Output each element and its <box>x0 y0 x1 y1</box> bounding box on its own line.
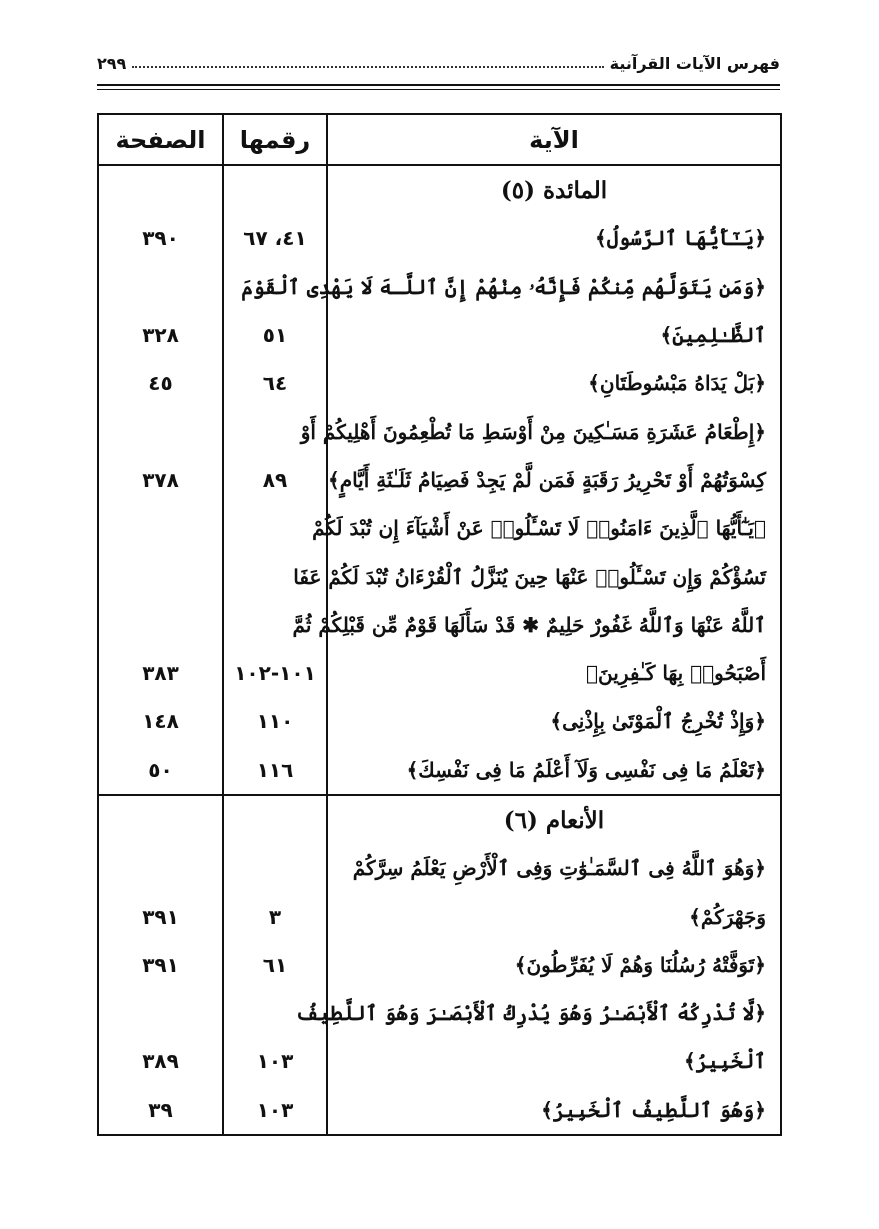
table-row <box>98 263 781 311</box>
table-row <box>98 844 781 892</box>
table-row <box>98 1037 781 1085</box>
verse-number-cell: ١١٠ <box>223 697 327 745</box>
page-number-cell <box>98 407 223 455</box>
table-row <box>98 697 781 745</box>
page-number-cell <box>98 989 223 1037</box>
table-row <box>98 941 781 989</box>
page-number-cell: ٣٩٠ <box>98 214 223 262</box>
page-number: ٢٩٩ <box>97 53 127 73</box>
column-header-number: رقمها <box>223 114 327 165</box>
verse-number-cell: ٤١، ٦٧ <box>223 214 327 262</box>
surah-heading: الأنعام (٦) <box>327 795 781 844</box>
surah-heading: المائدة (٥) <box>327 165 781 214</box>
verse-number-cell: ٥١ <box>223 311 327 359</box>
verse-number-cell <box>223 795 327 844</box>
table-row-surah-heading <box>98 795 781 844</box>
verse-number-cell: ٨٩ <box>223 456 327 504</box>
page-number-cell <box>98 601 223 649</box>
verse-text-cell: ٱللَّهُ عَنْهَا وَٱللَّهُ غَفُورٌ حَلِيمٌ ✱ قَدْ سَأَلَهَا قَوْمٌ مِّن قَبْلِكُمْ ثُمَّ <box>327 601 781 649</box>
table-row <box>98 456 781 504</box>
column-header-page: الصفحة <box>98 114 223 165</box>
table-row <box>98 746 781 795</box>
table-row <box>98 504 781 552</box>
header-dot-leader <box>132 66 603 68</box>
header-rule-bottom <box>97 89 780 90</box>
verse-text-cell: ٱلظَّـٰلِمِينَ﴾ <box>327 311 781 359</box>
table-row <box>98 311 781 359</box>
verse-number-cell: ٦٤ <box>223 359 327 407</box>
verse-number-cell: ٦١ <box>223 941 327 989</box>
verse-text-cell: ﴿لَّا تُدْرِكُهُ ٱلْأَبْصَـٰرُ وَهُوَ يُدْرِكُ ٱلْأَبْصَـٰرَ وَهُوَ ٱللَّطِيفُ <box>327 989 781 1037</box>
page-number-cell: ٣٧٨ <box>98 456 223 504</box>
verse-number-cell: ١٠٣ <box>223 1086 327 1135</box>
verse-text-cell: ﴿وَمَن يَتَوَلَّهُم مِّنكُمْ فَإِنَّهُۥ مِنْهُمْ إِنَّ ٱللَّـهَ لَا يَهْدِى ٱلْقَوْمَ <box>327 263 781 311</box>
verse-text-cell: كِسْوَتُهُمْ أَوْ تَحْرِيرُ رَقَبَةٍ فَمَن لَّمْ يَجِدْ فَصِيَامُ ثَلَـٰثَةِ أَيَّامٍ﴾ <box>327 456 781 504</box>
page-number-cell <box>98 844 223 892</box>
column-header-verse: الآية <box>327 114 781 165</box>
verse-index-table <box>97 113 782 1136</box>
verse-text-cell: ﴿يَـٰٓأَيُّهَا ٱلَّذِينَ ءَامَنُوا۟ لَا تَسْـَٔلُوا۟ عَنْ أَشْيَآءَ إِن تُبْدَ لَكُمْ <box>327 504 781 552</box>
table-row <box>98 552 781 600</box>
verse-number-cell <box>223 165 327 214</box>
table-row <box>98 989 781 1037</box>
verse-text-cell: تَسُؤْكُمْ وَإِن تَسْـَٔلُوا۟ عَنْهَا حِينَ يُنَزَّلُ ٱلْقُرْءَانُ تُبْدَ لَكُمْ عَفَا <box>327 552 781 600</box>
verse-number-cell: ٣ <box>223 892 327 940</box>
page-number-cell: ٣٩١ <box>98 941 223 989</box>
verse-number-cell: ١٠٣ <box>223 1037 327 1085</box>
verse-number-cell: ١٠١-١٠٢ <box>223 649 327 697</box>
table-row <box>98 649 781 697</box>
table-row-surah-heading <box>98 165 781 214</box>
table-header-row <box>98 114 781 165</box>
verse-text-cell: أَصْبَحُوا۟ بِهَا كَـٰفِرِينَ﴾ <box>327 649 781 697</box>
verse-text-cell: ٱلْخَبِيرُ﴾ <box>327 1037 781 1085</box>
page-number-cell <box>98 263 223 311</box>
verse-text-cell: ﴿تَعْلَمُ مَا فِى نَفْسِى وَلَآ أَعْلَمُ مَا فِى نَفْسِكَ﴾ <box>327 746 781 795</box>
page-number-cell: ١٤٨ <box>98 697 223 745</box>
page-number-cell <box>98 552 223 600</box>
verse-text-cell: ﴿وَهُوَ ٱللَّطِيفُ ٱلْخَبِيرُ﴾ <box>327 1086 781 1135</box>
table-row <box>98 407 781 455</box>
verse-text-cell: ﴿وَهُوَ ٱللَّهُ فِى ٱلسَّمَـٰوَٰتِ وَفِى ٱلْأَرْضِ يَعْلَمُ سِرَّكُمْ <box>327 844 781 892</box>
table-row <box>98 359 781 407</box>
page-number-cell: ٣٢٨ <box>98 311 223 359</box>
verse-number-cell: ١١٦ <box>223 746 327 795</box>
page-number-cell <box>98 504 223 552</box>
running-header <box>97 48 780 78</box>
verse-text-cell: ﴿وَإِذْ تُخْرِجُ ٱلْمَوْتَىٰ بِإِذْنِى﴾ <box>327 697 781 745</box>
verse-text-cell: ﴿إِطْعَامُ عَشَرَةِ مَسَـٰكِينَ مِنْ أَوْسَطِ مَا تُطْعِمُونَ أَهْلِيكُمْ أَوْ <box>327 407 781 455</box>
page-number-cell: ٣٨٩ <box>98 1037 223 1085</box>
page-number-cell <box>98 795 223 844</box>
header-rule-top <box>97 84 780 86</box>
verse-text-cell: ﴿يَـٰٓأَيُّهَا ٱلرَّسُولُ﴾ <box>327 214 781 262</box>
table-row <box>98 601 781 649</box>
table-row <box>98 214 781 262</box>
page-number-cell: ٣٩ <box>98 1086 223 1135</box>
page-number-cell: ٤٥ <box>98 359 223 407</box>
verse-number-cell <box>223 844 327 892</box>
table-row <box>98 1086 781 1135</box>
page-number-cell: ٣٨٣ <box>98 649 223 697</box>
verse-text-cell: ﴿بَلْ يَدَاهُ مَبْسُوطَتَانِ﴾ <box>327 359 781 407</box>
verse-text-cell: ﴿تَوَفَّتْهُ رُسُلُنَا وَهُمْ لَا يُفَرِّطُونَ﴾ <box>327 941 781 989</box>
page-number-cell <box>98 165 223 214</box>
verse-text-cell: وَجَهْرَكُمْ﴾ <box>327 892 781 940</box>
table-row <box>98 892 781 940</box>
page-number-cell: ٥٠ <box>98 746 223 795</box>
page-number-cell: ٣٩١ <box>98 892 223 940</box>
header-title: فهرس الآيات القرآنية <box>609 53 780 73</box>
